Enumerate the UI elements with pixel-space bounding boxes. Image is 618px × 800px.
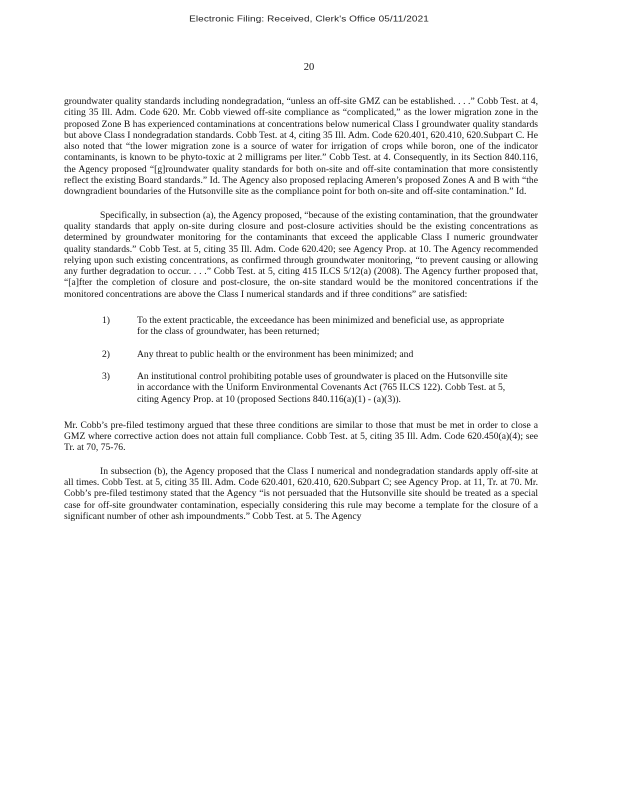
document-body bbox=[64, 96, 538, 522]
filing-stamp: Electronic Filing: Received, Clerk's Office 05/11/2021 bbox=[189, 15, 429, 25]
condition-text: Any threat to public health or the environment has been minimized; and bbox=[137, 348, 414, 360]
condition-number: 2) bbox=[102, 348, 110, 360]
condition-number: 1) bbox=[102, 315, 110, 327]
condition-text: To the extent practicable, the exceedance has been minimized and beneficial use, as appropriate for the class of groundwater, has been returned; bbox=[137, 315, 505, 338]
condition-item bbox=[64, 349, 538, 360]
condition-item bbox=[64, 371, 538, 405]
paragraph-subsection-b: In subsection (b), the Agency proposed that the Class I numerical and nondegradation standards apply off-site at all times. Cobb Test. at 5, citing 35 Ill. Adm. Code 620.401, 620.410, 620.Subpart C; see Agency Prop. at 11, Tr. at 70. Mr. Cobb’s pre-filed testimony stated that the Agency “is not persuaded that the Hutsonville site should be treated as a special case for off-site groundwater contamination, especially considering this rule may become a template for the closure of a significant number of other ash impoundments.” Cobb Test. at 5. The Agency bbox=[64, 465, 538, 522]
condition-text: An institutional control prohibiting potable uses of groundwater is placed on the Hutsonville site in accordance with the Uniform Environmental Covenants Act (765 ILCS 122). Cobb Test. at 5, citing Agency Prop. at 10 (proposed Sections 840.116(a)(1) - (a)(3)). bbox=[137, 370, 508, 405]
page-number: 20 bbox=[303, 62, 315, 73]
paragraph-subsection-a: Specifically, in subsection (a), the Agency proposed, “because of the existing contamination, that the groundwater quality standards that apply on-site during closure and post-closure activities should be the existing concentrations as determined by groundwater monitoring for the contaminants that exceed the applicable Class I numeric groundwater quality standards.” Cobb Test. at 5, citing 35 Ill. Adm. Code 620.420; see Agency Prop. at 10. The Agency recommended relying upon such existing concentrations, as confirmed through groundwater monitoring, “to prevent causing or allowing any further degradation to occur. . . .” Cobb Test. at 5, citing 415 ILCS 5/12(a) (2008). The Agency further proposed that, “[a]fter the completion of closure and post-closure, the on-site standard would be the monitored concentrations if the monitored concentrations are above the Class I numerical standards and if three conditions” are satisfied: bbox=[64, 209, 538, 300]
paragraph-cobb-testimony: groundwater quality standards including nondegradation, “unless an off-site GMZ can be established. . . .” Cobb Test. at 4, citing 35 Ill. Adm. Code 620. Mr. Cobb viewed off-site compliance as “complicated,” as the lower migration zone in the proposed Zone B has experienced contaminations at concentrations below numerical Class I groundwater quality standards but above Class I nondegradation standards. Cobb Test. at 4, citing 35 Ill. Adm. Code 620.401, 620.410, 620.Subpart C. He also noted that “the lower migration zone is a source of water for irrigation of crops while boron, one of the indicator contaminants, is known to be phyto-toxic at 2 milligrams per liter.” Cobb Test. at 4. Consequently, in its Section 840.116, the Agency proposed “[g]roundwater quality standards for both on-site and off-site contamination that more consistently reflect the existing Board standards.” Id. The Agency also proposed replacing Ameren’s proposed Zones A and B with “the downgradient boundaries of the Hutsonville site as the compliance point for both on-site and off-site contamination.” Id. bbox=[64, 96, 538, 198]
condition-number: 3) bbox=[102, 370, 110, 382]
paragraph-gmz-comparison: Mr. Cobb’s pre-filed testimony argued that these three conditions are similar to those that must be met in order to close a GMZ where corrective action does not attain full compliance. Cobb Test. at 5, citing 35 Ill. Adm. Code 620.450(a)(4); see Tr. at 70, 75-76. bbox=[64, 419, 538, 454]
condition-item bbox=[64, 315, 538, 338]
conditions-list bbox=[64, 315, 538, 405]
